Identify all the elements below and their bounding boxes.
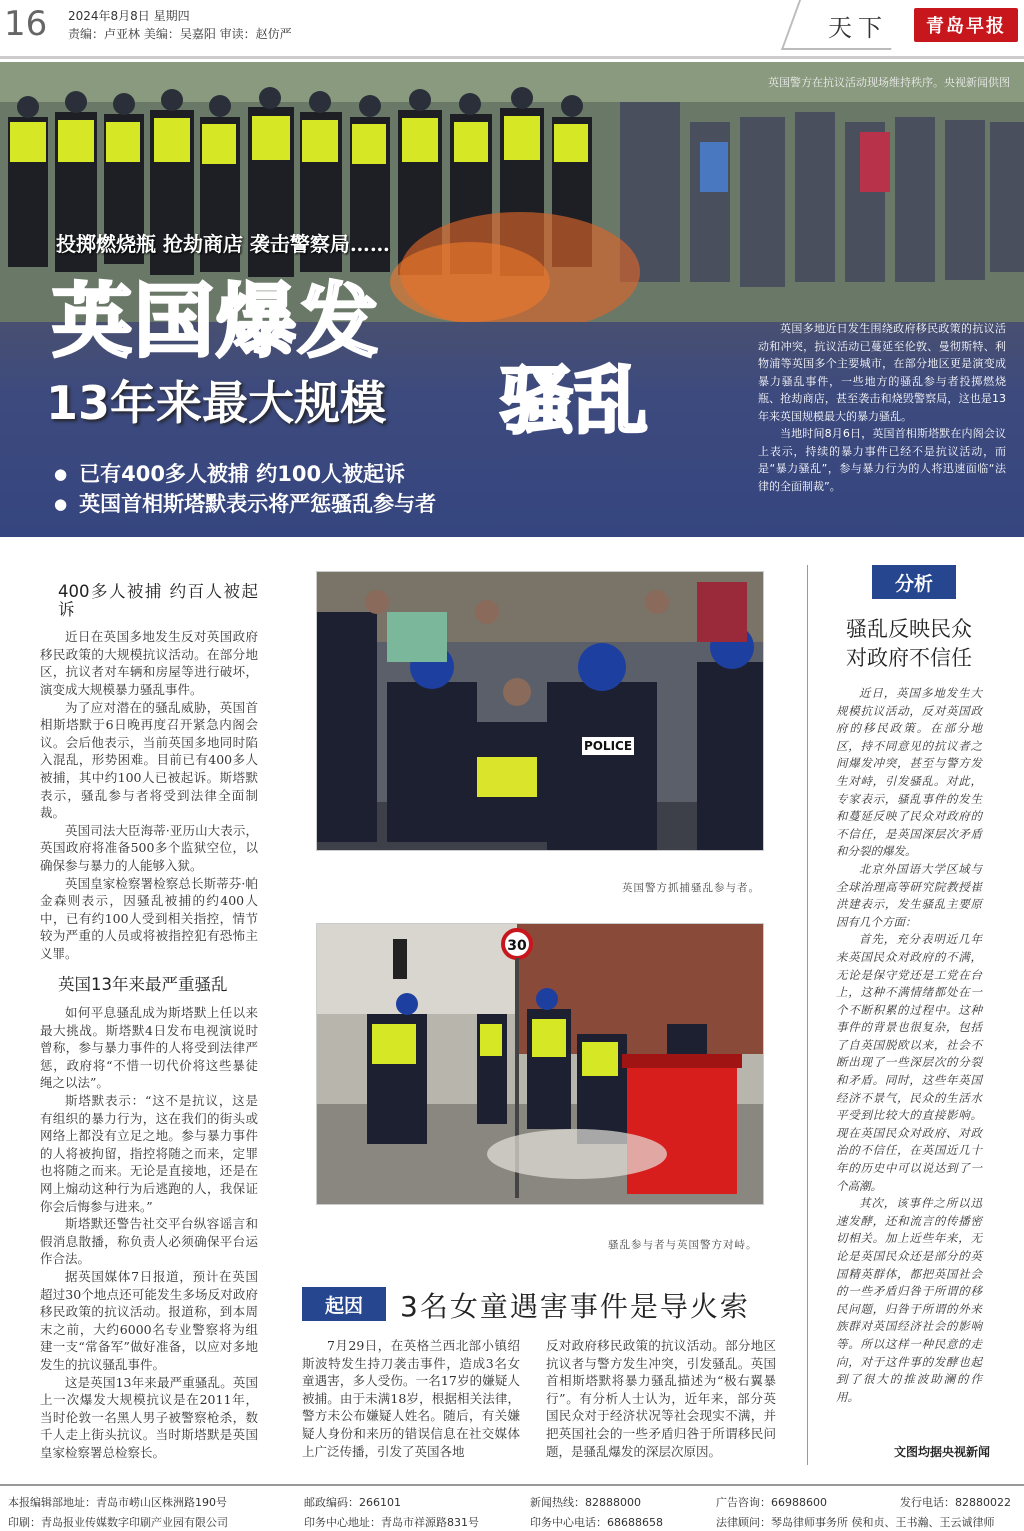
subheading: 400多人被捕 约百人被起诉	[58, 582, 258, 619]
analysis-title	[824, 615, 994, 673]
body-paragraph: 反对政府移民政策的抗议活动。部分地区抗议者与警方发生冲突，引发骚乱。英国首相斯塔默将暴力骚乱描述为“极右翼暴行”。有分析人士认为，近年来，部分英国民众对于经济状况等社会现实不满，并把英国社会的一些矛盾归咎于所谓移民问题，是骚乱爆发的深层次原因。	[546, 1338, 776, 1459]
date-line: 2024年8月8日 星期四	[68, 9, 190, 23]
body-paragraph: 据英国媒体7日报道，预计在英国超过30个地点还可能发生多场反对政府移民政策的抗议活动。报道称，到本周末之前，大约6000名专业警察将为组建一支“常备军”做好准备，以应对多地发生的抗议骚乱事件。	[40, 1268, 258, 1372]
footer-print-phone: 印务中心电话：68688658	[530, 1516, 663, 1529]
headline-main: 英国爆发	[52, 275, 380, 368]
subheading: 英国13年来最严重骚乱	[58, 975, 228, 995]
cause-title: 3名女童遇害事件是导火索	[400, 1290, 750, 1323]
cause-column	[302, 1337, 520, 1460]
standoff-photo-image	[317, 924, 764, 1205]
body-paragraph: 北京外国语大学区域与全球治理高等研究院教授崔洪建表示，发生骚乱主要原因有几个方面：	[836, 861, 982, 929]
footer-legal: 法律顾问：琴岛律师事务所 侯和贞、王书瀚、王云诚律师	[716, 1516, 995, 1529]
footer-ads: 广告咨询：66988600	[716, 1496, 827, 1509]
cause-column	[546, 1337, 776, 1460]
footer-address: 本报编辑部地址：青岛市崂山区株洲路190号	[8, 1496, 227, 1509]
body-paragraph: 这是英国13年来最严重骚乱。英国上一次爆发大规模抗议是在2011年，当时伦敦一名黑人男子被警察枪杀，数千人走上街头抗议。当时斯塔默是英国皇家检察署总检察长。	[40, 1374, 258, 1460]
arrest-photo	[316, 571, 764, 851]
cause-tag: 起因	[302, 1287, 386, 1321]
lead-paragraphs	[758, 320, 1006, 495]
source-credit: 文图均据央视新闻	[894, 1445, 991, 1459]
section-name: 天下	[828, 14, 888, 42]
headline-bullet: ● 英国首相斯塔默表示将严惩骚乱参与者	[54, 488, 436, 518]
photo-caption: 英国警方抓捕骚乱参与者。	[622, 882, 760, 894]
body-paragraph: 斯塔默还警告社交平台纵容谣言和假消息散播，称负责人必须确保平台运作合法。	[40, 1216, 258, 1267]
analysis-tag: 分析	[872, 565, 956, 599]
police-label: POLICE	[583, 739, 633, 753]
column-divider	[807, 565, 808, 1465]
staff-line: 责编：卢亚林 美编：吴嘉阳 审读：赵仿严	[68, 27, 292, 41]
body-paragraph: 近日，英国多地发生大规模抗议活动，反对英国政府的移民政策。在部分地区，持不同意见的抗议者之间爆发冲突，甚至与警方发生对峙，引发骚乱。对此，专家表示，骚乱事件的发生和蔓延反映了民众对政府的不信任，是英国深层次矛盾和分裂的爆发。	[836, 686, 982, 859]
footer-postcode: 邮政编码：266101	[304, 1496, 401, 1509]
headline-bullet: ● 已有400多人被捕 约100人被起诉	[54, 458, 405, 488]
body-paragraph: 首先，充分表明近几年来英国民众对政府的不满，无论是保守党还是工党在台上，这种不满情绪都处在一个不断积累的过程中。这种事件的背景也很复杂，包括了自英国脱欧以来，社会不断出现了一些深层次的分裂和矛盾。同时，这些年英国经济不景气，民众的生活水平受到比较大的直接影响。现在英国民众对政府、对政治的不信任，在英国近几十年的历史中可以说达到了一个高潮。	[836, 932, 982, 1193]
page-header	[0, 0, 1024, 62]
lead-paragraph: 英国多地近日发生围绕政府移民政策的抗议活动和冲突，抗议活动已蔓延至伦敦、曼彻斯特、利物浦等英国多个主要城市，在部分地区更是演变成暴力骚乱事件，一些地方的骚乱参与者投掷燃烧瓶、抢劫商店，甚至袭击和烧毁警察局，这也是13年来英国规模最大的暴力骚乱。	[758, 322, 1006, 423]
analysis-title-line: 对政府不信任	[846, 646, 972, 670]
body-paragraph: 斯塔默表示：“这不是抗议，这是有组织的暴力行为，这在我们的街头或网络上都没有立足之地。参与暴力事件的人将被拘留，指控将随之而来，定罪也将随之而来。无论是直接地，还是在网上煽动这种行为后逃跑的人，我保证你会后悔参与进来。”	[40, 1093, 258, 1214]
body-paragraph: 如何平息骚乱成为斯塔默上任以来最大挑战。斯塔默4日发布电视演说时曾称，参与暴力事件的人将受到法律严惩，政府将“不惜一切代价将这些暴徒绳之以法”。	[40, 1005, 258, 1091]
body-paragraph: 为了应对潜在的骚乱威胁，英国首相斯塔默于6日晚再度召开紧急内阁会议。会后他表示，当前英国多地同时陷入混乱，形势困难。目前已有400多人被捕，其中约100人已被起诉。斯塔默表示，骚乱参与者将受到法律全面制裁。	[40, 699, 258, 821]
hero-photo-credit: 英国警方在抗议活动现场维持秩序。央视新闻供图	[768, 76, 1010, 89]
hero-banner	[0, 62, 1024, 537]
page-number: 16	[4, 4, 48, 44]
footer-hotline: 新闻热线：82888000	[530, 1496, 641, 1509]
footer-distribution: 发行电话：82880022	[900, 1496, 1011, 1509]
analysis-column	[836, 685, 982, 1406]
headline-sub: 13年来最大规模	[46, 376, 387, 430]
article-frame	[18, 537, 1008, 1482]
speed-sign: 30	[507, 938, 527, 954]
headline-end: 骚乱	[500, 358, 648, 444]
footer-print-address: 印务中心地址：青岛市祥源路831号	[304, 1516, 479, 1529]
page-footer	[0, 1484, 1024, 1531]
standoff-photo	[316, 923, 764, 1205]
body-paragraph: 英国皇家检察署检察总长斯蒂芬·帕金森则表示，因骚乱被捕的约400人中，已有约100人受到相关指控，情节较为严重的人员或将被指控犯有恐怖主义罪。	[40, 875, 258, 961]
headline-kicker: 投掷燃烧瓶 抢劫商店 袭击警察局……	[56, 232, 390, 256]
analysis-title-line: 骚乱反映民众	[846, 617, 972, 641]
body-paragraph: 7月29日，在英格兰西北部小镇绍斯波特发生持刀袭击事件，造成3名女童遇害，多人受伤。一名17岁的嫌疑人被捕。由于未满18岁，根据相关法律，警方未公布嫌疑人姓名。随后，有关嫌疑人身份和来历的错误信息在社交媒体上广泛传播，引发了英国各地	[302, 1338, 520, 1459]
left-column	[40, 577, 258, 1462]
photo-caption: 骚乱参与者与英国警方对峙。	[608, 1239, 758, 1251]
footer-printer: 印刷：青岛报业传媒数字印刷产业园有限公司	[8, 1516, 228, 1529]
newspaper-logo: 青岛早报	[914, 8, 1018, 42]
header-rule	[0, 56, 1024, 59]
body-paragraph: 近日在英国多地发生反对英国政府移民政策的大规模抗议活动。在部分地区，抗议者对车辆和房屋等进行破坏，演变成大规模暴力骚乱事件。	[40, 629, 258, 697]
body-paragraph: 其次，该事件之所以迅速发酵，还和流言的传播密切相关。加上近些年来，无论是英国民众还是部分的英国精英群体，都把英国社会的一些矛盾归咎于所谓的移民问题，归咎于所谓的外来族群对英国经济社会的影响等。所以这样一种民意的走向，对于这件事的发酵也起到了很大的推波助澜的作用。	[836, 1196, 982, 1404]
lead-paragraph: 当地时间8月6日，英国首相斯塔默在内阁会议上表示，持续的暴力事件已经不是抗议活动，而是“暴力骚乱”，参与暴力行为的人将迅速面临“法律的全面制裁”。	[758, 427, 1006, 493]
arrest-photo-image	[317, 572, 764, 851]
body-paragraph: 英国司法大臣海蒂·亚历山大表示，英国政府将准备500多个监狱空位，以确保参与暴力的人能够入狱。	[40, 822, 258, 873]
